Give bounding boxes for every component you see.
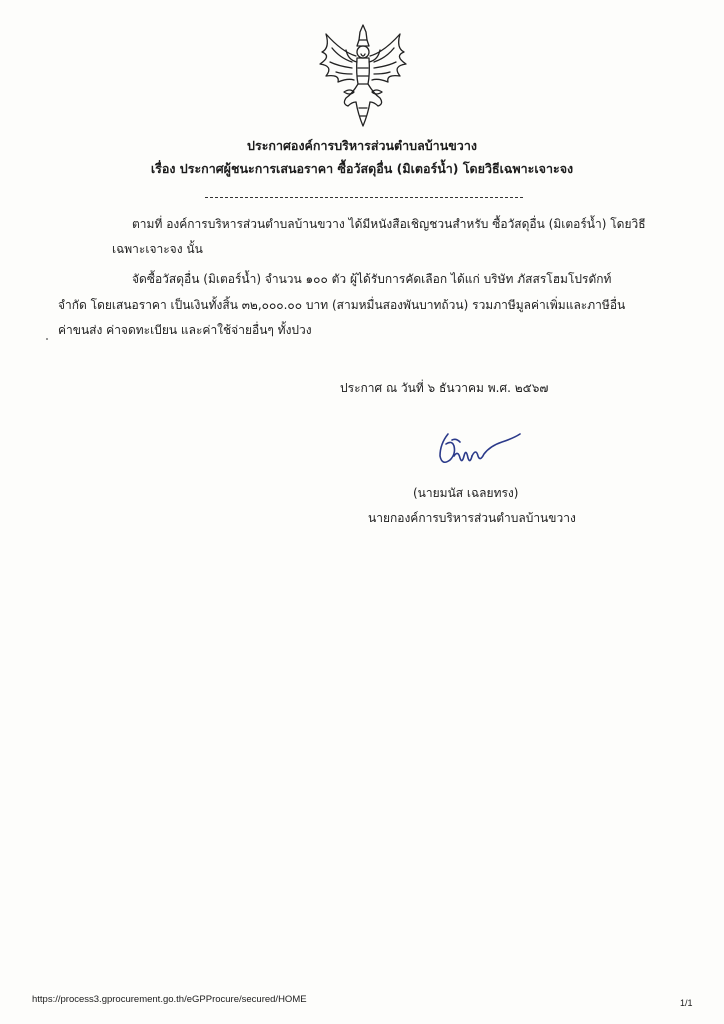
- separator-line: [205, 197, 523, 198]
- subject-label: เรื่อง: [150, 161, 176, 176]
- subject-text: ประกาศผู้ชนะการเสนอราคา ซื้อวัสดุอื่น (มิเตอร์น้ำ) โดยวิธีเฉพาะเจาะจง: [179, 161, 574, 176]
- signatory-name: (นายมนัส เฉลยทรง): [413, 486, 519, 500]
- paragraph-1-line-2: เฉพาะเจาะจง นั้น: [112, 242, 203, 256]
- announcement-title: ประกาศองค์การบริหารส่วนตำบลบ้านขวาง: [247, 138, 477, 153]
- paragraph-2-line-2: จำกัด โดยเสนอราคา เป็นเงินทั้งสิ้น ๓๒,๐๐๐.๐๐ บาท (สามหมื่นสองพันบาทถ้วน) รวมภาษีมูลค่าเพิ่มและภาษีอื่น: [58, 298, 626, 312]
- source-url: https://process3.gprocurement.go.th/eGPProcure/secured/HOME: [32, 994, 307, 1005]
- garuda-emblem-icon: [312, 22, 414, 130]
- paragraph-1-text: องค์การบริหารส่วนตำบลบ้านขวาง ได้มีหนังสือเชิญชวนสำหรับ ซื้อวัสดุอื่น (มิเตอร์น้ำ) โดยวิธี: [166, 217, 646, 231]
- paragraph-2-line-3: ค่าขนส่ง ค่าจดทะเบียน และค่าใช้จ่ายอื่นๆ ทั้งปวง: [58, 323, 312, 337]
- signature-icon: [432, 428, 524, 474]
- paragraph-2-line-1: จัดซื้อวัสดุอื่น (มิเตอร์น้ำ) จำนวน ๑๐๐ ตัว ผู้ได้รับการคัดเลือก ได้แก่ บริษัท ภัสสรโฮมโปรดักท์: [132, 272, 612, 286]
- scan-speck: [46, 338, 48, 340]
- signatory-position: นายกองค์การบริหารส่วนตำบลบ้านขวาง: [368, 511, 576, 525]
- page-number: 1/1: [680, 998, 693, 1008]
- paragraph-1-prefix: ตามที่: [132, 217, 163, 231]
- paragraph-1-line-1: [132, 215, 646, 234]
- announcement-subject: [0, 159, 724, 179]
- announcement-date: ประกาศ ณ วันที่ ๖ ธันวาคม พ.ศ. ๒๕๖๗: [340, 381, 549, 395]
